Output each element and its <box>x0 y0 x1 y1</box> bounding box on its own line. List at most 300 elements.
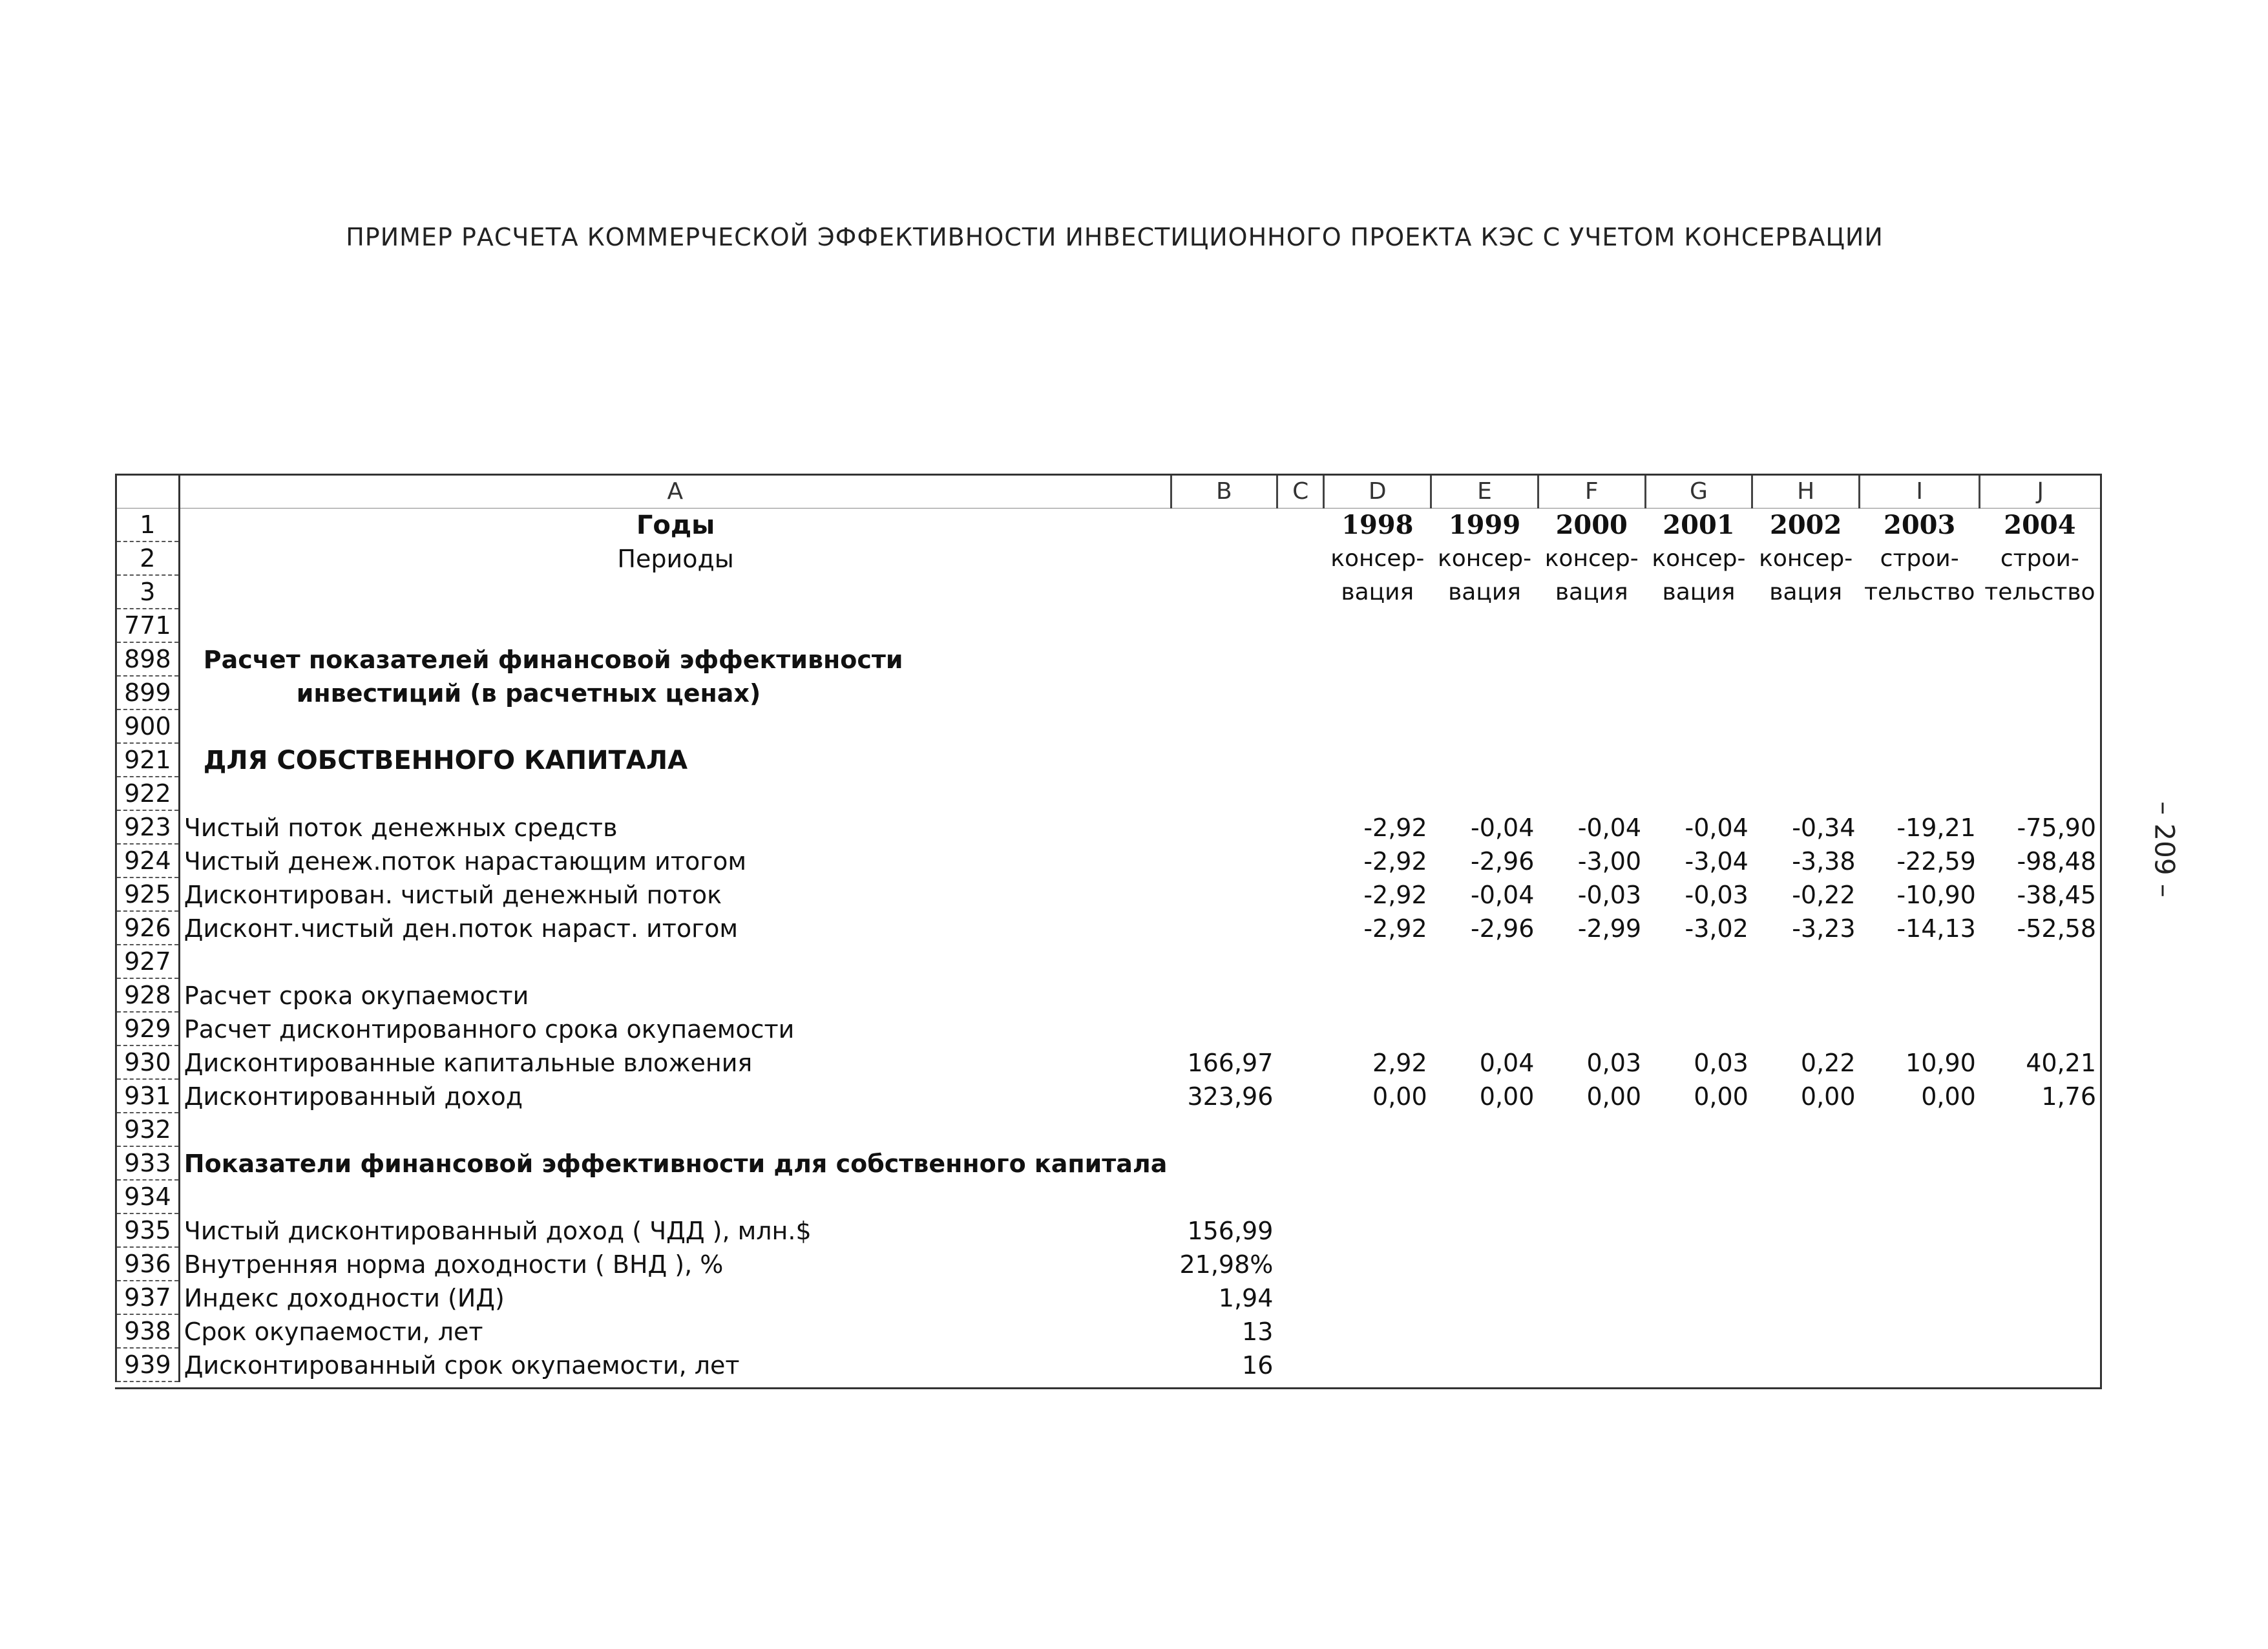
cell-h[interactable] <box>1752 609 1860 642</box>
cell-b[interactable]: 323,96 <box>1187 1082 1274 1111</box>
column-header-j[interactable]: J <box>1980 476 2100 509</box>
cell-d[interactable]: -2,92 <box>1363 814 1427 842</box>
cell-d[interactable] <box>1324 642 1431 676</box>
cell-g[interactable] <box>1645 1247 1752 1281</box>
cell-c[interactable] <box>1277 844 1324 877</box>
cell-g[interactable] <box>1645 709 1752 743</box>
cell-i[interactable] <box>1860 978 1980 1012</box>
cell-j[interactable]: -98,48 <box>2017 847 2096 876</box>
cell-h[interactable]: -0,34 <box>1792 814 1856 842</box>
cell-g[interactable] <box>1645 978 1752 1012</box>
cell-c[interactable] <box>1277 609 1324 642</box>
table-row <box>116 1314 2101 1348</box>
row-number[interactable]: 932 <box>116 1113 180 1146</box>
cell-f[interactable] <box>1538 743 1645 777</box>
cell-e[interactable] <box>1431 642 1538 676</box>
cell-c[interactable] <box>1277 1113 1324 1146</box>
cell-d[interactable] <box>1324 1146 1431 1180</box>
cell-a <box>179 575 1171 609</box>
cell-f[interactable] <box>1538 1180 1645 1213</box>
cell-e[interactable]: -2,96 <box>1471 914 1535 943</box>
cell-d[interactable] <box>1324 1314 1431 1348</box>
cell-j[interactable] <box>1980 1113 2100 1146</box>
years-label: Годы <box>636 510 715 540</box>
cell-h[interactable] <box>1752 1146 1860 1180</box>
cell-i[interactable] <box>1860 945 1980 978</box>
cell-j[interactable] <box>1980 1180 2100 1213</box>
cell-i[interactable] <box>1860 1012 1980 1045</box>
cell-i[interactable] <box>1860 1247 1980 1281</box>
cell-h[interactable] <box>1752 1348 1860 1381</box>
table-row <box>116 642 2101 676</box>
table-row <box>116 743 2101 777</box>
cell-f[interactable] <box>1538 1146 1645 1180</box>
row-label[interactable]: Внутренняя норма доходности ( ВНД ), % <box>184 1250 724 1279</box>
cell-i[interactable] <box>1860 1281 1980 1314</box>
row-number[interactable]: 924 <box>116 844 180 877</box>
row-number[interactable]: 935 <box>116 1213 180 1247</box>
cell-j[interactable] <box>1980 1012 2100 1045</box>
cell-j[interactable] <box>1980 642 2100 676</box>
table-row <box>116 810 2101 844</box>
year-2000: 2000 <box>1555 510 1628 540</box>
row-number[interactable]: 771 <box>116 609 180 642</box>
cell-i[interactable] <box>1860 642 1980 676</box>
cell-i[interactable]: -19,21 <box>1896 814 1976 842</box>
cell-b <box>1171 575 1277 609</box>
cell-d[interactable]: -2,92 <box>1363 914 1427 943</box>
cell-i[interactable]: 0,00 <box>1921 1082 1976 1111</box>
cell-e[interactable] <box>1431 945 1538 978</box>
cell-g[interactable] <box>1645 1348 1752 1381</box>
cell-h[interactable] <box>1752 978 1860 1012</box>
spreadsheet <box>115 474 2102 1389</box>
cell-f[interactable] <box>1538 1213 1645 1247</box>
row-label[interactable]: Чистый поток денежных средств <box>184 814 618 842</box>
cell-d[interactable] <box>1324 709 1431 743</box>
cell-g[interactable] <box>1645 743 1752 777</box>
row-number[interactable]: 931 <box>116 1079 180 1113</box>
cell-b[interactable] <box>1171 609 1277 642</box>
cell-h[interactable]: -0,22 <box>1792 881 1856 909</box>
row-label[interactable]: Дисконт.чистый ден.поток нараст. итогом <box>184 914 739 943</box>
cell-h[interactable] <box>1752 1281 1860 1314</box>
cell-e[interactable] <box>1431 709 1538 743</box>
table-row <box>116 1281 2101 1314</box>
cell-b[interactable]: 156,99 <box>1187 1217 1274 1245</box>
row-label[interactable] <box>179 945 1171 978</box>
cell-g[interactable]: -3,04 <box>1685 847 1748 876</box>
row-number[interactable]: 898 <box>116 642 180 676</box>
cell-d[interactable] <box>1324 1348 1431 1381</box>
row-label[interactable]: Дисконтированный доход <box>184 1082 523 1111</box>
row-number[interactable]: 923 <box>116 810 180 844</box>
cell-f[interactable] <box>1538 609 1645 642</box>
cell-g[interactable] <box>1645 1180 1752 1213</box>
cell-f[interactable]: -0,04 <box>1577 814 1642 842</box>
cell-c[interactable] <box>1277 1281 1324 1314</box>
row-label[interactable]: Срок окупаемости, лет <box>184 1318 483 1346</box>
cell-i[interactable] <box>1860 1146 1980 1180</box>
cell-b[interactable] <box>1171 945 1277 978</box>
cell-e[interactable] <box>1431 1281 1538 1314</box>
cell-b[interactable] <box>1171 709 1277 743</box>
cell-e[interactable] <box>1431 978 1538 1012</box>
row-number[interactable]: 933 <box>116 1146 180 1180</box>
row-number[interactable]: 927 <box>116 945 180 978</box>
cell-e[interactable]: -0,04 <box>1471 881 1535 909</box>
cell-c[interactable] <box>1277 911 1324 945</box>
cell-g[interactable]: 0,03 <box>1694 1049 1748 1077</box>
cell-g[interactable] <box>1645 1314 1752 1348</box>
period-line1-e: консер- <box>1437 545 1532 572</box>
cell-e[interactable] <box>1431 1247 1538 1281</box>
table-row <box>116 1045 2101 1079</box>
table-row <box>116 1180 2101 1213</box>
year-2001: 2001 <box>1663 510 1735 540</box>
cell-c[interactable] <box>1277 1180 1324 1213</box>
row-number[interactable]: 939 <box>116 1348 180 1381</box>
cell-h[interactable] <box>1752 777 1860 810</box>
row-number[interactable]: 3 <box>116 575 180 609</box>
cell-h[interactable] <box>1752 1314 1860 1348</box>
cell-g[interactable] <box>1645 777 1752 810</box>
cell-j[interactable]: -52,58 <box>2017 914 2096 943</box>
cell-b[interactable] <box>1171 1180 1277 1213</box>
cell-h[interactable]: -3,38 <box>1792 847 1856 876</box>
cell-j[interactable] <box>1980 1348 2100 1381</box>
cell-c[interactable] <box>1277 1079 1324 1113</box>
row-label[interactable]: Чистый денеж.поток нарастающим итогом <box>184 847 747 876</box>
cell-b[interactable] <box>1171 844 1277 877</box>
cell-g[interactable]: -0,04 <box>1685 814 1748 842</box>
cell-h[interactable] <box>1752 945 1860 978</box>
row-label[interactable] <box>179 1180 1171 1213</box>
cell-h[interactable] <box>1752 642 1860 676</box>
row-number[interactable]: 936 <box>116 1247 180 1281</box>
row-number[interactable]: 929 <box>116 1012 180 1045</box>
cell-d[interactable] <box>1324 1247 1431 1281</box>
cell-i[interactable]: -10,90 <box>1896 881 1976 909</box>
cell-c[interactable] <box>1277 1012 1324 1045</box>
cell-f[interactable] <box>1538 1012 1645 1045</box>
corner-cell[interactable] <box>116 476 180 509</box>
row-label[interactable]: ДЛЯ СОБСТВЕННОГО КАПИТАЛА <box>203 746 688 775</box>
cell-e[interactable]: -0,04 <box>1471 814 1535 842</box>
cell-h[interactable] <box>1752 709 1860 743</box>
cell-g[interactable] <box>1645 1012 1752 1045</box>
cell-e[interactable] <box>1431 1180 1538 1213</box>
table-row <box>116 1247 2101 1281</box>
cell-c[interactable] <box>1277 1247 1324 1281</box>
cell-d[interactable] <box>1324 609 1431 642</box>
cell-j[interactable] <box>1980 1213 2100 1247</box>
row-number[interactable]: 930 <box>116 1045 180 1079</box>
period-line1-g: консер- <box>1652 545 1746 572</box>
cell-h[interactable] <box>1752 1180 1860 1213</box>
cell-i[interactable]: -22,59 <box>1896 847 1976 876</box>
cell-b[interactable] <box>1171 642 1277 676</box>
cell-d[interactable] <box>1324 743 1431 777</box>
cell-f[interactable] <box>1538 1348 1645 1381</box>
cell-f[interactable] <box>1538 676 1645 709</box>
row-number[interactable]: 900 <box>116 709 180 743</box>
cell-c[interactable] <box>1277 777 1324 810</box>
cell-b[interactable] <box>1171 777 1277 810</box>
cell-h[interactable] <box>1752 743 1860 777</box>
header-row-periods <box>116 541 2101 575</box>
cell-e[interactable]: 0,04 <box>1479 1049 1535 1077</box>
year-1998: 1998 <box>1341 510 1414 540</box>
cell-i[interactable] <box>1860 609 1980 642</box>
cell-g[interactable] <box>1645 1213 1752 1247</box>
cell-e[interactable] <box>1431 676 1538 709</box>
cell-d[interactable]: 2,92 <box>1372 1049 1427 1077</box>
row-number[interactable]: 928 <box>116 978 180 1012</box>
cell-f[interactable]: 0,03 <box>1586 1049 1642 1077</box>
cell-b[interactable] <box>1171 810 1277 844</box>
cell-c <box>1277 541 1324 575</box>
column-header-row <box>116 476 2101 509</box>
cell-d[interactable]: -2,92 <box>1363 847 1427 876</box>
cell-b[interactable] <box>1171 743 1277 777</box>
cell-d[interactable] <box>1324 945 1431 978</box>
cell-c[interactable] <box>1277 877 1324 911</box>
row-label[interactable]: Расчет показателей финансовой эффективности <box>203 646 903 674</box>
cell-f[interactable]: -2,99 <box>1577 914 1642 943</box>
row-label[interactable]: Дисконтированный срок окупаемости, лет <box>184 1351 740 1380</box>
row-label[interactable]: Дисконтирован. чистый денежный поток <box>184 881 722 909</box>
cell-j[interactable] <box>1980 609 2100 642</box>
cell-d[interactable] <box>1324 1012 1431 1045</box>
cell-h[interactable]: 0,00 <box>1800 1082 1856 1111</box>
cell-f[interactable] <box>1538 1314 1645 1348</box>
cell-h[interactable]: 0,22 <box>1800 1049 1856 1077</box>
cell-c[interactable] <box>1277 676 1324 709</box>
cell-b[interactable]: 13 <box>1242 1318 1274 1346</box>
cell-f[interactable] <box>1538 1113 1645 1146</box>
cell-e[interactable] <box>1431 1146 1538 1180</box>
cell-c[interactable] <box>1277 642 1324 676</box>
cell-f[interactable] <box>1538 642 1645 676</box>
period-line2-g: вация <box>1662 579 1736 605</box>
cell-b[interactable] <box>1171 1012 1277 1045</box>
period-line2-f: вация <box>1555 579 1628 605</box>
cell-b[interactable] <box>1171 877 1277 911</box>
cell-e[interactable] <box>1431 1113 1538 1146</box>
period-line2-i: тельство <box>1864 579 1975 605</box>
row-label[interactable] <box>179 709 1171 743</box>
cell-b[interactable] <box>1171 1113 1277 1146</box>
table-row <box>116 1012 2101 1045</box>
cell-j[interactable] <box>1980 1314 2100 1348</box>
cell-h[interactable] <box>1752 676 1860 709</box>
cell-g[interactable] <box>1645 676 1752 709</box>
row-label[interactable]: Дисконтированные капитальные вложения <box>184 1049 753 1077</box>
cell-c <box>1277 575 1324 609</box>
cell-b[interactable]: 166,97 <box>1187 1049 1274 1077</box>
row-number[interactable]: 938 <box>116 1314 180 1348</box>
cell-c[interactable] <box>1277 945 1324 978</box>
cell-e[interactable] <box>1431 1213 1538 1247</box>
cell-g[interactable] <box>1645 1146 1752 1180</box>
table-row <box>116 1113 2101 1146</box>
row-label[interactable]: Расчет дисконтированного срока окупаемости <box>184 1015 795 1044</box>
cell-b[interactable]: 21,98% <box>1179 1250 1274 1279</box>
cell-f[interactable] <box>1538 945 1645 978</box>
cell-d[interactable] <box>1324 978 1431 1012</box>
cell-j[interactable] <box>1980 945 2100 978</box>
row-label[interactable] <box>179 1113 1171 1146</box>
cell-f[interactable]: 0,00 <box>1586 1082 1642 1111</box>
row-label[interactable]: Индекс доходности (ИД) <box>184 1284 505 1312</box>
column-header-c[interactable]: C <box>1277 476 1324 509</box>
cell-c[interactable] <box>1277 743 1324 777</box>
row-label[interactable]: Расчет срока окупаемости <box>184 982 529 1010</box>
column-header-d[interactable]: D <box>1324 476 1431 509</box>
cell-d[interactable] <box>1324 1213 1431 1247</box>
cell-j[interactable]: -75,90 <box>2017 814 2096 842</box>
cell-c[interactable] <box>1277 1348 1324 1381</box>
cell-f[interactable]: -3,00 <box>1577 847 1642 876</box>
cell-f[interactable] <box>1538 709 1645 743</box>
cell-d[interactable] <box>1324 1281 1431 1314</box>
cell-b[interactable] <box>1171 911 1277 945</box>
row-number[interactable]: 926 <box>116 911 180 945</box>
cell-d[interactable]: 0,00 <box>1372 1082 1427 1111</box>
cell-i[interactable]: 10,90 <box>1906 1049 1976 1077</box>
cell-j[interactable] <box>1980 1146 2100 1180</box>
row-number[interactable]: 925 <box>116 877 180 911</box>
column-header-f[interactable]: F <box>1538 476 1645 509</box>
cell-e[interactable] <box>1431 743 1538 777</box>
cell-i[interactable] <box>1860 1113 1980 1146</box>
cell-f[interactable] <box>1538 1247 1645 1281</box>
cell-h[interactable] <box>1752 1113 1860 1146</box>
row-label[interactable]: Показатели финансовой эффективности для собственного капитала <box>184 1150 1168 1178</box>
cell-c[interactable] <box>1277 709 1324 743</box>
cell-h[interactable] <box>1752 1012 1860 1045</box>
cell-i[interactable] <box>1860 743 1980 777</box>
cell-h[interactable] <box>1752 1213 1860 1247</box>
cell-i[interactable] <box>1860 1213 1980 1247</box>
cell-f[interactable] <box>1538 777 1645 810</box>
cell-j[interactable]: 40,21 <box>2026 1049 2096 1077</box>
cell-g[interactable]: -3,02 <box>1685 914 1748 943</box>
cell-d[interactable] <box>1324 777 1431 810</box>
row-number[interactable]: 921 <box>116 743 180 777</box>
year-2004: 2004 <box>2004 510 2076 540</box>
row-number[interactable]: 899 <box>116 676 180 709</box>
row-number[interactable]: 2 <box>116 541 180 575</box>
column-header-i[interactable]: I <box>1860 476 1980 509</box>
column-header-h[interactable]: H <box>1752 476 1860 509</box>
cell-j[interactable] <box>1980 676 2100 709</box>
cell-j[interactable] <box>1980 1281 2100 1314</box>
table-row <box>116 911 2101 945</box>
cell-e[interactable]: 0,00 <box>1479 1082 1535 1111</box>
row-label[interactable] <box>179 777 1171 810</box>
cell-b[interactable] <box>1171 978 1277 1012</box>
cell-j[interactable] <box>1980 743 2100 777</box>
cell-b[interactable] <box>1171 1146 1277 1180</box>
cell-c[interactable] <box>1277 810 1324 844</box>
cell-e[interactable] <box>1431 1012 1538 1045</box>
cell-d[interactable] <box>1324 1180 1431 1213</box>
cell-h[interactable]: -3,23 <box>1792 914 1856 943</box>
cell-c[interactable] <box>1277 1146 1324 1180</box>
cell-f[interactable]: -0,03 <box>1577 881 1642 909</box>
cell-e[interactable] <box>1431 1314 1538 1348</box>
row-number[interactable]: 934 <box>116 1180 180 1213</box>
cell-i[interactable] <box>1860 1348 1980 1381</box>
cell-i[interactable] <box>1860 676 1980 709</box>
cell-b[interactable] <box>1171 676 1277 709</box>
cell-i[interactable] <box>1860 777 1980 810</box>
period-line2-h: вация <box>1769 579 1843 605</box>
cell-e[interactable] <box>1431 777 1538 810</box>
cell-j[interactable] <box>1980 1247 2100 1281</box>
cell-c[interactable] <box>1277 978 1324 1012</box>
table-row <box>116 844 2101 877</box>
cell-e[interactable]: -2,96 <box>1471 847 1535 876</box>
table-row <box>116 676 2101 709</box>
cell-g[interactable] <box>1645 945 1752 978</box>
cell-g[interactable]: -0,03 <box>1685 881 1748 909</box>
cell-e[interactable] <box>1431 1348 1538 1381</box>
column-header-a[interactable]: A <box>179 476 1171 509</box>
cell-d[interactable]: -2,92 <box>1363 881 1427 909</box>
cell-g[interactable]: 0,00 <box>1694 1082 1748 1111</box>
cell-g[interactable] <box>1645 642 1752 676</box>
page-title: ПРИМЕР РАСЧЕТА КОММЕРЧЕСКОЙ ЭФФЕКТИВНОСТИ ИНВЕСТИЦИОННОГО ПРОЕКТА КЭС С УЧЕТОМ КОНСЕРВАЦИИ <box>346 223 1884 251</box>
cell-g[interactable] <box>1645 1281 1752 1314</box>
row-label[interactable]: Чистый дисконтированный доход ( ЧДД ), млн.$ <box>184 1217 812 1245</box>
cell-g[interactable] <box>1645 1113 1752 1146</box>
cell-j[interactable] <box>1980 777 2100 810</box>
spreadsheet-grid <box>115 476 2100 1382</box>
cell-f[interactable] <box>1538 1281 1645 1314</box>
cell-e[interactable] <box>1431 609 1538 642</box>
column-header-g[interactable]: G <box>1645 476 1752 509</box>
cell-d[interactable] <box>1324 676 1431 709</box>
cell-i[interactable]: -14,13 <box>1896 914 1976 943</box>
cell-i[interactable] <box>1860 1180 1980 1213</box>
column-header-b[interactable]: B <box>1171 476 1277 509</box>
cell-c[interactable] <box>1277 1045 1324 1079</box>
cell-g[interactable] <box>1645 609 1752 642</box>
cell-b[interactable]: 1,94 <box>1218 1284 1274 1312</box>
row-number[interactable]: 1 <box>116 509 180 542</box>
cell-c[interactable] <box>1277 1213 1324 1247</box>
row-number[interactable]: 922 <box>116 777 180 810</box>
cell-h[interactable] <box>1752 1247 1860 1281</box>
column-header-e[interactable]: E <box>1431 476 1538 509</box>
cell-f[interactable] <box>1538 978 1645 1012</box>
row-label[interactable]: инвестиций (в расчетных ценах) <box>296 679 761 708</box>
cell-j[interactable]: -38,45 <box>2017 881 2096 909</box>
cell-j[interactable]: 1,76 <box>2041 1082 2096 1111</box>
cell-c[interactable] <box>1277 1314 1324 1348</box>
row-number[interactable]: 937 <box>116 1281 180 1314</box>
cell-j[interactable] <box>1980 709 2100 743</box>
cell-j[interactable] <box>1980 978 2100 1012</box>
cell-i[interactable] <box>1860 709 1980 743</box>
row-label[interactable] <box>179 609 1171 642</box>
cell-d[interactable] <box>1324 1113 1431 1146</box>
cell-b[interactable]: 16 <box>1242 1351 1274 1380</box>
cell-i[interactable] <box>1860 1314 1980 1348</box>
